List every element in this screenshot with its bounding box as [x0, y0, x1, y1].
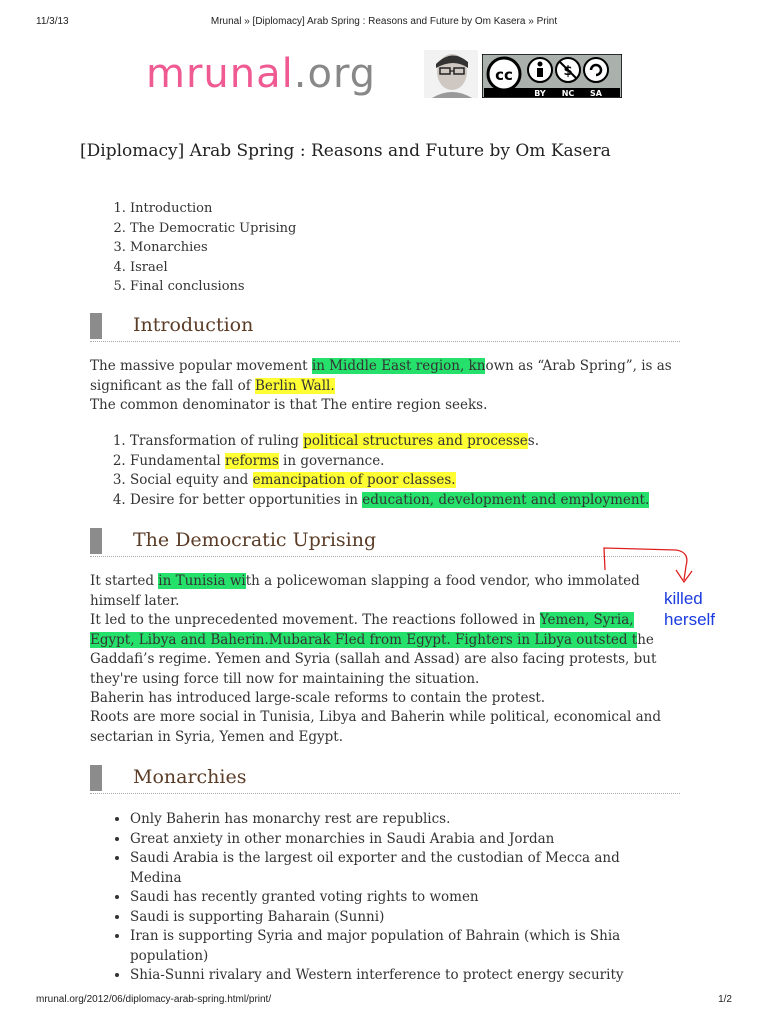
heading-marker: [90, 313, 102, 339]
highlight-green: in Middle East region, kn: [311, 358, 486, 374]
table-of-contents: [90, 199, 296, 297]
intro-paragraph-1: The massive popular movement in Middle East region, known as “Arab Spring”, is as significant as the fall of Berlin Wall.: [90, 358, 672, 394]
page-number: 1/2: [718, 994, 732, 1005]
toc-item-israel[interactable]: 4. Israel: [130, 258, 296, 278]
democratic-paragraph-3: Baherin has introduced large-scale reforms to contain the protest.: [90, 690, 546, 706]
section-heading-monarchies: [90, 763, 680, 794]
print-date: 11/3/13: [36, 16, 69, 27]
intro-list: [90, 432, 690, 510]
list-item: • Saudi is supporting Baharain (Sunni): [130, 908, 660, 928]
print-page-title: Mrunal » [Diplomacy] Arab Spring : Reasons and Future by Om Kasera » Print: [210, 16, 558, 27]
section-title: Monarchies: [133, 766, 247, 788]
print-url: mrunal.org/2012/06/diplomacy-arab-spring.html/print/: [36, 994, 272, 1005]
toc-item-democratic-uprising[interactable]: 2. The Democratic Uprising: [130, 219, 296, 239]
section-heading-introduction: [90, 311, 680, 342]
list-item: 2. Fundamental reforms in governance.: [130, 452, 690, 472]
list-item: 3. Social equity and emancipation of poor classes.: [130, 471, 690, 491]
toc-item-monarchies[interactable]: 3. Monarchies: [130, 238, 296, 258]
intro-paragraph-2: The common denominator is that The entire region seeks.: [90, 397, 488, 413]
article-title: [Diplomacy] Arab Spring : Reasons and Future by Om Kasera: [80, 141, 611, 161]
highlight-green: Yemen, Syria, Egypt, Libya and Baherin.Mubarak Fled from Egypt. Fighters in Libya outsted t: [90, 612, 638, 648]
list-item: • Great anxiety in other monarchies in Saudi Arabia and Jordan: [130, 830, 660, 850]
list-item: • Iran is supporting Syria and major population of Bahrain (which is Shia population): [130, 927, 660, 966]
democratic-paragraph-4: Roots are more social in Tunisia, Libya and Baherin while political, economical and sectarian in Syria, Yemen and Egypt.: [90, 709, 662, 745]
list-item: • Saudi Arabia is the largest oil exporter and the custodian of Mecca and Medina: [130, 849, 660, 888]
heading-marker: [90, 528, 102, 554]
logo-text-org: .org: [293, 51, 377, 97]
monarchies-list: [90, 810, 660, 986]
toc-item-introduction[interactable]: 1. Introduction: [130, 199, 296, 219]
heading-marker: [90, 765, 102, 791]
creative-commons-license-icon[interactable]: [482, 54, 622, 98]
section-title: The Democratic Uprising: [133, 529, 377, 551]
list-item: 1. Transformation of ruling political structures and processes.: [130, 432, 690, 452]
highlight-green: in Tunisia wi: [158, 573, 246, 589]
author-avatar: [424, 50, 478, 98]
section-heading-democratic-uprising: [90, 526, 680, 557]
highlight-yellow: Berlin Wall.: [254, 377, 335, 394]
cc-sa-label: SA: [590, 89, 602, 98]
svg-text:$: $: [563, 64, 573, 79]
site-logo[interactable]: [146, 46, 376, 102]
list-item: • Saudi has recently granted voting rights to women: [130, 888, 660, 908]
logo-text-mrunal: mrunal: [146, 51, 294, 97]
toc-item-final-conclusions[interactable]: 5. Final conclusions: [130, 277, 296, 297]
cc-nc-label: NC: [561, 89, 575, 98]
cc-label: cc: [495, 66, 513, 84]
list-item: • Only Baherin has monarchy rest are republics.: [130, 810, 660, 830]
section-title: Introduction: [133, 314, 254, 336]
handwritten-annotation: killed herself: [664, 589, 716, 629]
democratic-paragraph-2: It led to the unprecedented movement. The reactions followed in Yemen, Syria, Egypt, Libya and Baherin.Mubarak Fled from Egypt. Fighters in Libya outsted the Gaddafi’s regime. Yemen and Syria (sallah and Assad) are also facing protests, but they're using force till now for maintaining the situation.: [90, 612, 657, 687]
annotation-arrow-icon: [598, 540, 698, 590]
list-item: • Shia-Sunni rivalary and Western interference to protect energy security: [130, 966, 660, 986]
democratic-paragraph-1: It started in Tunisia with a policewoman slapping a food vendor, who immolated himself later.: [90, 573, 640, 609]
cc-by-label: BY: [534, 89, 546, 98]
list-item: 4. Desire for better opportunities in education, development and employment.: [130, 491, 690, 511]
